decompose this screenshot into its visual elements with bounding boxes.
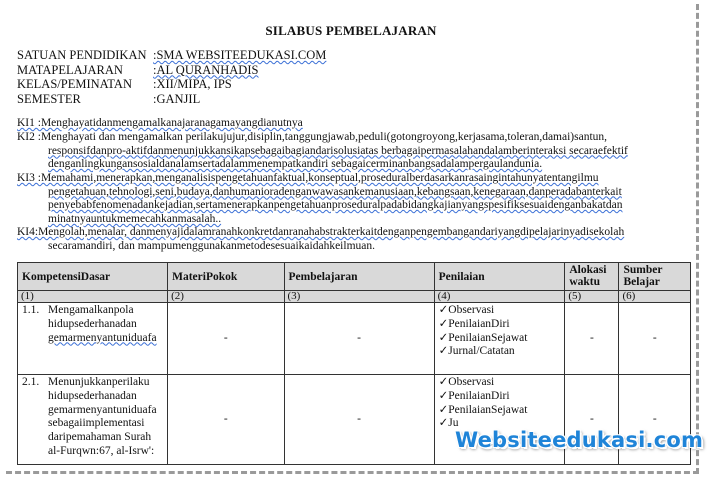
meta-value: :XII/MIPA, IPS	[153, 77, 232, 91]
meta-value: :GANJIL	[153, 91, 201, 106]
meta-row	[17, 63, 326, 78]
materi-cell: -	[168, 375, 284, 465]
kd-number: 1.1.	[22, 304, 40, 316]
table-row	[18, 303, 691, 375]
header-cell: MateriPokok	[168, 263, 284, 291]
penilaian-cell	[434, 303, 565, 375]
meta-key: SATUAN PENDIDIKAN	[17, 48, 147, 62]
ki-line: responsifdanpro-aktifdanmenunjukkansikapsebagaibagiandarisolusiatas berbagaipermasalahandalamberinteraksi secaraefektif	[48, 144, 628, 157]
column-number: (2)	[168, 291, 284, 303]
alokasi-cell: -	[565, 303, 619, 375]
ki-line: penyebabfenomenadankejadian,sertamenerapkanpengetahuanproseduralpadabidangkajianyangspesifiksesuaidenganbakatdan	[48, 199, 623, 212]
penilaian-item: ✓PenilaianDiri	[438, 389, 510, 402]
identity-block	[17, 48, 326, 106]
sumber-cell: -	[619, 303, 691, 375]
kd-line: hidupsederhanadan	[48, 317, 137, 330]
column-number: (5)	[565, 291, 619, 303]
meta-key: MATAPELAJARAN	[17, 62, 123, 77]
kd-line: hidupsederhanadan	[48, 389, 137, 402]
penilaian-item: ✓Jurnal/Catatan	[438, 345, 515, 358]
header-cell: KompetensiDasar	[18, 263, 168, 291]
column-number: (4)	[434, 291, 565, 303]
penilaian-item: ✓PenilaianSejawat	[438, 403, 528, 416]
ki1-block	[17, 117, 687, 131]
column-number: (3)	[284, 291, 434, 303]
header-cell: Pembelajaran	[284, 263, 434, 291]
column-number: (6)	[619, 291, 691, 303]
kd-line: gemarmenyantuniduafa	[48, 331, 157, 344]
meta-key: KELAS/PEMINATAN	[17, 77, 132, 91]
penilaian-item: ✓Observasi	[438, 304, 495, 316]
ki-line: KI3 :Memahami,menerapkan,menganalisispengetahuanfaktual,konseptual,proseduralberdasarkanrasaingintahunyatentangilmu	[17, 172, 599, 184]
penilaian-item: ✓PenilaianSejawat	[438, 331, 528, 344]
header-cell: Alokasi waktu	[565, 263, 619, 291]
watermark-logo: Websiteedukasi.com	[455, 428, 704, 452]
meta-value: :AL QURANHADIS	[153, 62, 259, 77]
sumber-cell: -	[619, 375, 691, 465]
meta-row	[17, 92, 326, 107]
meta-row	[17, 77, 326, 92]
pembelajaran-cell: -	[284, 303, 434, 375]
document-page	[6, 4, 699, 474]
meta-value: :SMA WEBSITEEDUKASI.COM	[153, 48, 327, 62]
kd-line: daripemahaman Surah	[48, 431, 152, 444]
kd-line: Menunjukkanperilaku	[48, 376, 150, 388]
penilaian-item: ✓PenilaianDiri	[438, 317, 510, 330]
ki-line: pengetahuan,tehnologi,seni,budaya,danhumanioradenganwawasankemanusiaan,kebangsaan,kenegaraan,danperadabanterkait	[48, 185, 622, 198]
materi-cell: -	[168, 303, 284, 375]
ki2-block	[17, 131, 687, 172]
ki3-block	[17, 172, 687, 226]
pembelajaran-cell: -	[284, 375, 434, 465]
kd-line: Mengamalkanpola	[48, 304, 134, 316]
alokasi-cell: -	[565, 375, 619, 465]
kd-line: sebagaiimplementasi	[48, 417, 145, 430]
ki4-block	[17, 226, 687, 253]
table-header-row	[18, 263, 691, 291]
column-number-row	[18, 291, 691, 303]
kd-line: al-Furqwn:67, al-Isrw':	[48, 444, 155, 457]
header-cell: Penilaian	[434, 263, 565, 291]
kd-cell	[18, 375, 168, 465]
penilaian-item: ✓Ju	[438, 417, 459, 430]
header-cell: Sumber Belajar	[619, 263, 691, 291]
kd-line: gemarmenyantuniduafa	[48, 403, 157, 416]
document-title: SILABUS PEMBELAJARAN	[265, 23, 437, 38]
column-number: (1)	[18, 291, 168, 303]
penilaian-item: ✓Observasi	[438, 376, 495, 388]
ki-line: minatnyauntukmemecahkanmasalah..	[48, 212, 222, 225]
ki-line: KI2 :Menghayati dan mengamalkan perilakujujur,disiplin,tanggungjawab,peduli(gotongroyong,kerjasama,toleran,damai)santun,	[17, 131, 608, 143]
meta-key: SEMESTER	[17, 91, 81, 106]
kd-cell	[18, 303, 168, 375]
ki-line: KI4:Mengolah,menalar, danmenyajidalamranahkonkretdanranahabstrakterkaitdenganpengembangandariyangdipelajarinyadisekolah	[17, 226, 625, 238]
ki-line: KI1 :Menghayatidanmengamalkanajaranagamayangdianutnya	[17, 117, 303, 129]
meta-row	[17, 48, 326, 63]
ki-line: denganlingkungansosialdanalamsertadalammenempatkandiri sebagaicerminanbangsadalampergaulandunia.	[48, 158, 543, 171]
kd-number: 2.1.	[22, 376, 40, 388]
ki-line: secaramandiri, dan mampumenggunakanmetodesesuaikaidahkeilmuan.	[48, 239, 375, 252]
